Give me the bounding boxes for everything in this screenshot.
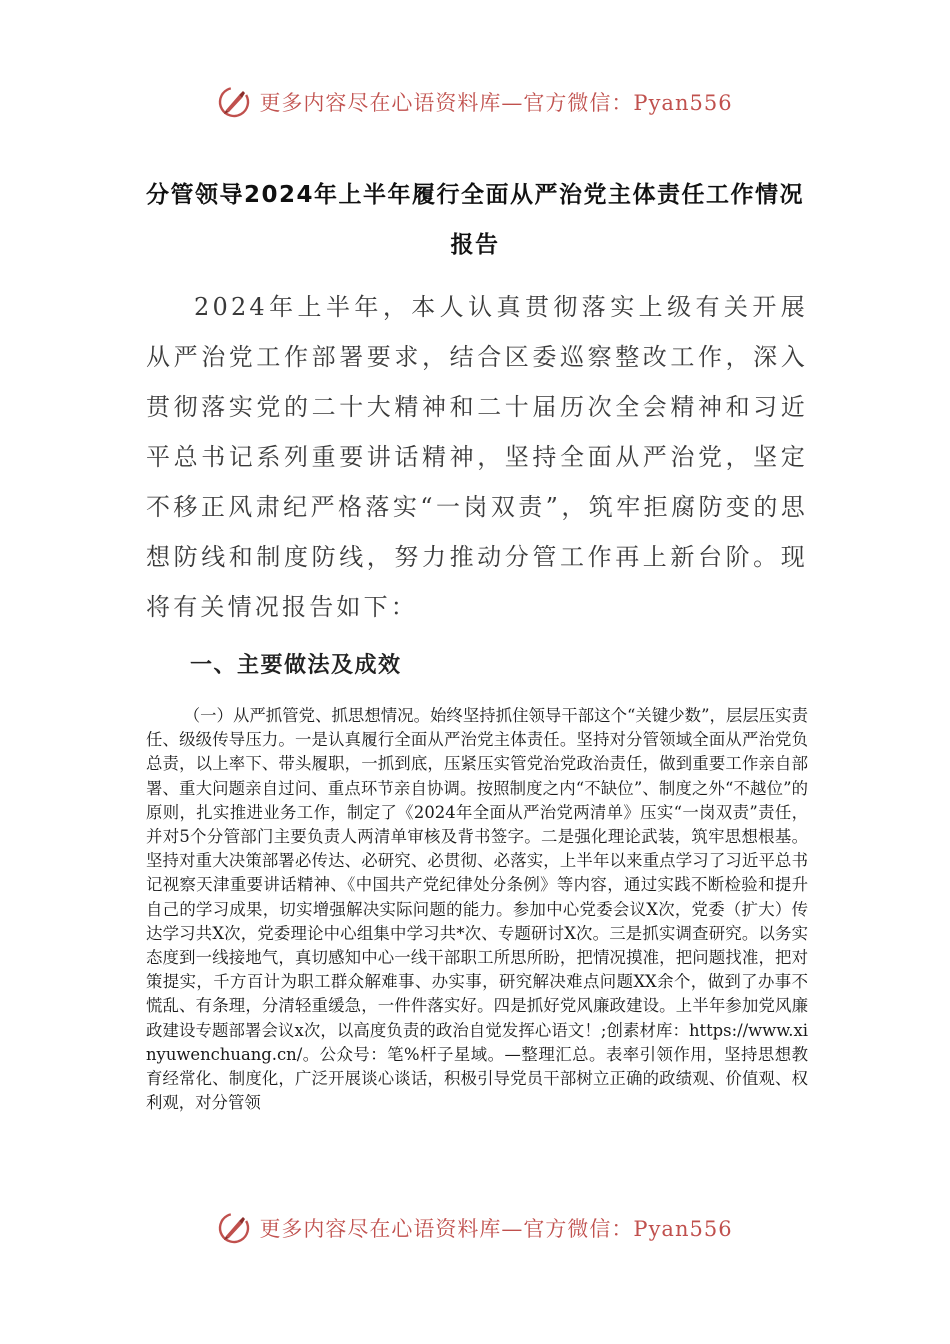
watermark-text: 更多内容尽在心语资料库—官方微信：Pyan556 (259, 1217, 733, 1241)
watermark-text: 更多内容尽在心语资料库—官方微信：Pyan556 (259, 91, 733, 115)
brush-pen-logo-icon (217, 85, 251, 119)
section-heading: 一、主要做法及成效 (190, 653, 402, 678)
watermark-header (0, 80, 950, 124)
watermark-footer (0, 1206, 950, 1250)
body-paragraph: （一）从严抓管党、抓思想情况。始终坚持抓住领导干部这个“关键少数”，层层压实责任、级级传导压力。一是认真履行全面从严治党主体责任。坚持对分管领域全面从严治党负总责，以上率下、带头履职，一抓到底，压紧压实管党治党政治责任，做到重要工作亲自部署、重大问题亲自过问、重点环节亲自协调。按照制度之内“不缺位”、制度之外“不越位”的原则，扎实推进业务工作，制定了《2024年全面从严治党两清单》压实“一岗双责”责任，并对5个分管部门主要负责人两清单审核及背书签字。二是强化理论武装，筑牢思想根基。坚持对重大决策部署必传达、必研究、必贯彻、必落实，上半年以来重点学习了习近平总书记视察天津重要讲话精神、《中国共产党纪律处分条例》等内容，通过实践不断检验和提升自己的学习成果，切实增强解决实际问题的能力。参加中心党委会议X次，党委（扩大）传达学习共X次，党委理论中心组集中学习共*次、专题研讨X次。三是抓实调查研究。以务实态度到一线接地气，真切感知中心一线干部职工所思所盼，把情况摸准，把问题找准，把对策提实，千方百计为职工群众解难事、办实事，研究解决难点问题XX余个，做到了办事不慌乱、有条理，分清轻重缓急，一件件落实好。四是抓好党风廉政建设。上半年参加党风廉政建设专题部署会议x次，以高度负责的政治自觉发挥心语文！;创素材库：https://www.xinyuwenchuang.cn/。公众号：笔%杆子星域。—整理汇总。表率引领作用，坚持思想教育经常化、制度化，广泛开展谈心谈话，积极引导党员干部树立正确的政绩观、价值观、权利观，对分管领 (146, 706, 808, 1113)
brush-pen-logo-icon (217, 1211, 251, 1245)
document-title: 分管领导2024年上半年履行全面从严治党主体责任工作情况报告 (145, 182, 804, 258)
intro-paragraph: 2024年上半年，本人认真贯彻落实上级有关开展从严治党工作部署要求，结合区委巡察整改工作，深入贯彻落实党的二十大精神和二十届历次全会精神和习近平总书记系列重要讲话精神，坚持全面从严治党，坚定不移正风肃纪严格落实“一岗双责”，筑牢拒腐防变的思想防线和制度防线，努力推动分管工作再上新台阶。现将有关情况报告如下： (146, 293, 808, 621)
